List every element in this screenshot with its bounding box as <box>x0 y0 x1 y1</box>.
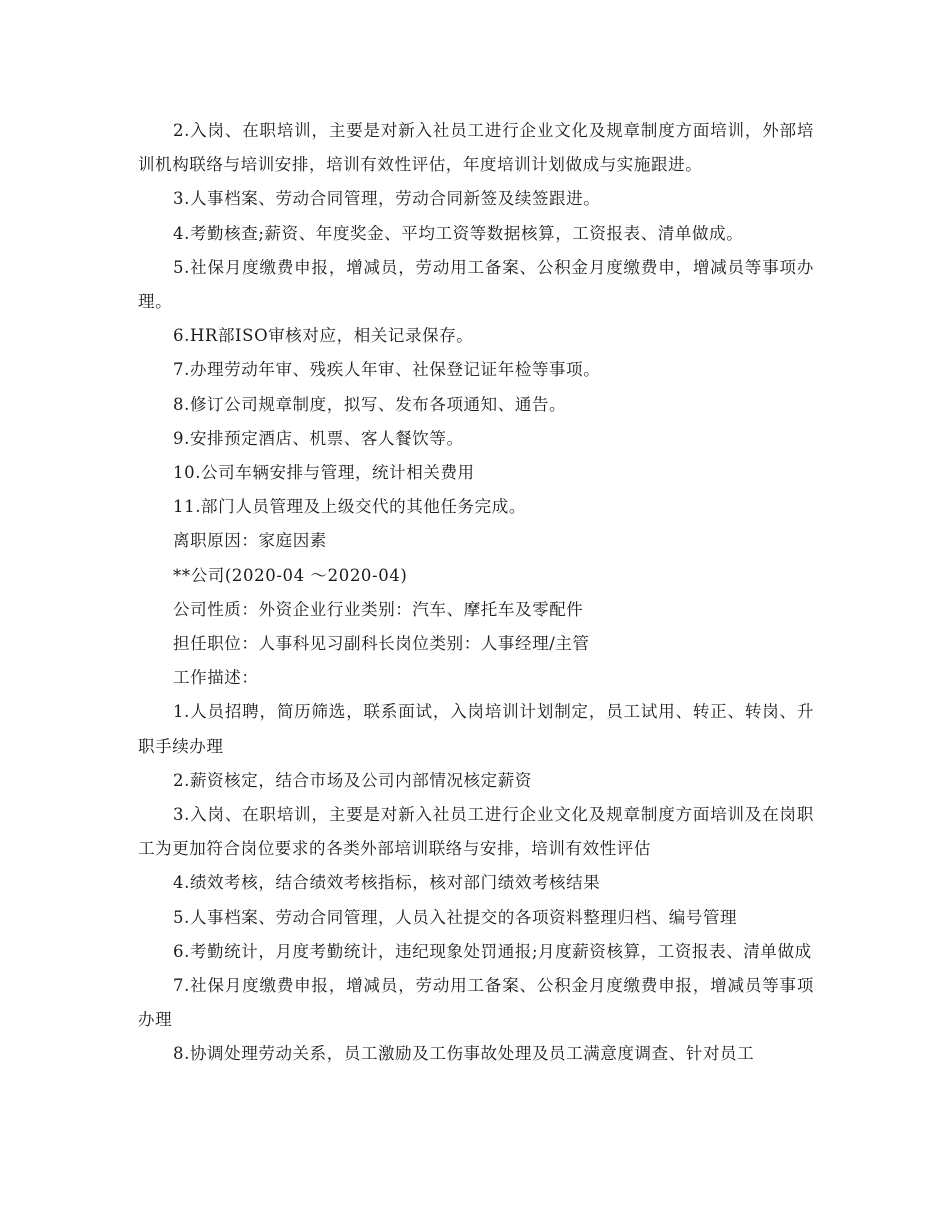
paragraph-personnel-files: 3.人事档案、劳动合同管理，劳动合同新签及续签跟进。 <box>173 189 601 209</box>
paragraph-attendance: 4.考勤核查;薪资、年度奖金、平均工资等数据核算，工资报表、清单做成。 <box>173 223 744 243</box>
paragraph-leaving-reason: 离职原因：家庭因素 <box>173 531 327 551</box>
paragraph-vehicles: 10.公司车辆安排与管理，统计相关费用 <box>173 463 475 483</box>
paragraph-attendance-stats: 6.考勤统计，月度考勤统计，违纪现象处罚通报;月度薪资核算，工资报表、清单做成 <box>173 941 812 961</box>
paragraph-regulations: 8.修订公司规章制度，拟写、发布各项通知、通告。 <box>173 394 567 414</box>
paragraph-job-description-heading: 工作描述： <box>173 668 259 688</box>
paragraph-salary: 2.薪资核定，结合市场及公司内部情况核定薪资 <box>173 770 532 790</box>
paragraph-training: 2.入岗、在职培训，主要是对新入社员工进行企业文化及规章制度方面培训，外部培训机构联络与培训安排，培训有效性评估，年度培训计划做成与实施跟进。 <box>138 121 814 175</box>
paragraph-social-security: 5.社保月度缴费申报，增减员，劳动用工备案、公积金月度缴费申，增减员等事项办理。 <box>138 257 814 312</box>
paragraph-social-security-2: 7.社保月度缴费申报，增减员，劳动用工备案、公积金月度缴费申报，增减员等事项办理 <box>138 976 814 1030</box>
paragraph-department-management: 11.部门人员管理及上级交代的其他任务完成。 <box>173 497 526 517</box>
paragraph-position: 担任职位：人事科见习副科长岗位类别：人事经理/主管 <box>173 634 590 654</box>
paragraph-archives: 5.人事档案、劳动合同管理，人员入社提交的各项资料整理归档、编号管理 <box>173 907 738 927</box>
paragraph-recruitment: 1.人员招聘，简历筛选，联系面试，入岗培训计划制定，员工试用、转正、转岗、升职手续办理 <box>138 702 814 756</box>
paragraph-annual-review: 7.办理劳动年审、残疾人年审、社保登记证年检等事项。 <box>173 360 601 380</box>
paragraph-company-nature: 公司性质：外资企业行业类别：汽车、摩托车及零配件 <box>173 599 584 619</box>
paragraph-onboarding-training: 3.入岗、在职培训，主要是对新入社员工进行企业文化及规章制度方面培训及在岗职工为更加符合岗位要求的各类外部培训联络与安排，培训有效性评估 <box>138 805 814 859</box>
paragraph-labor-relations: 8.协调处理劳动关系，员工激励及工伤事故处理及员工满意度调查、针对员工 <box>173 1044 755 1064</box>
paragraph-performance: 4.绩效考核，结合绩效考核指标，核对部门绩效考核结果 <box>173 873 601 893</box>
paragraph-iso-audit: 6.HR部ISO审核对应，相关记录保存。 <box>173 326 474 346</box>
paragraph-bookings: 9.安排预定酒店、机票、客人餐饮等。 <box>173 428 464 448</box>
paragraph-company-period: **公司(2020-04 ～2020-04) <box>173 565 408 585</box>
document-body <box>138 114 814 1072</box>
